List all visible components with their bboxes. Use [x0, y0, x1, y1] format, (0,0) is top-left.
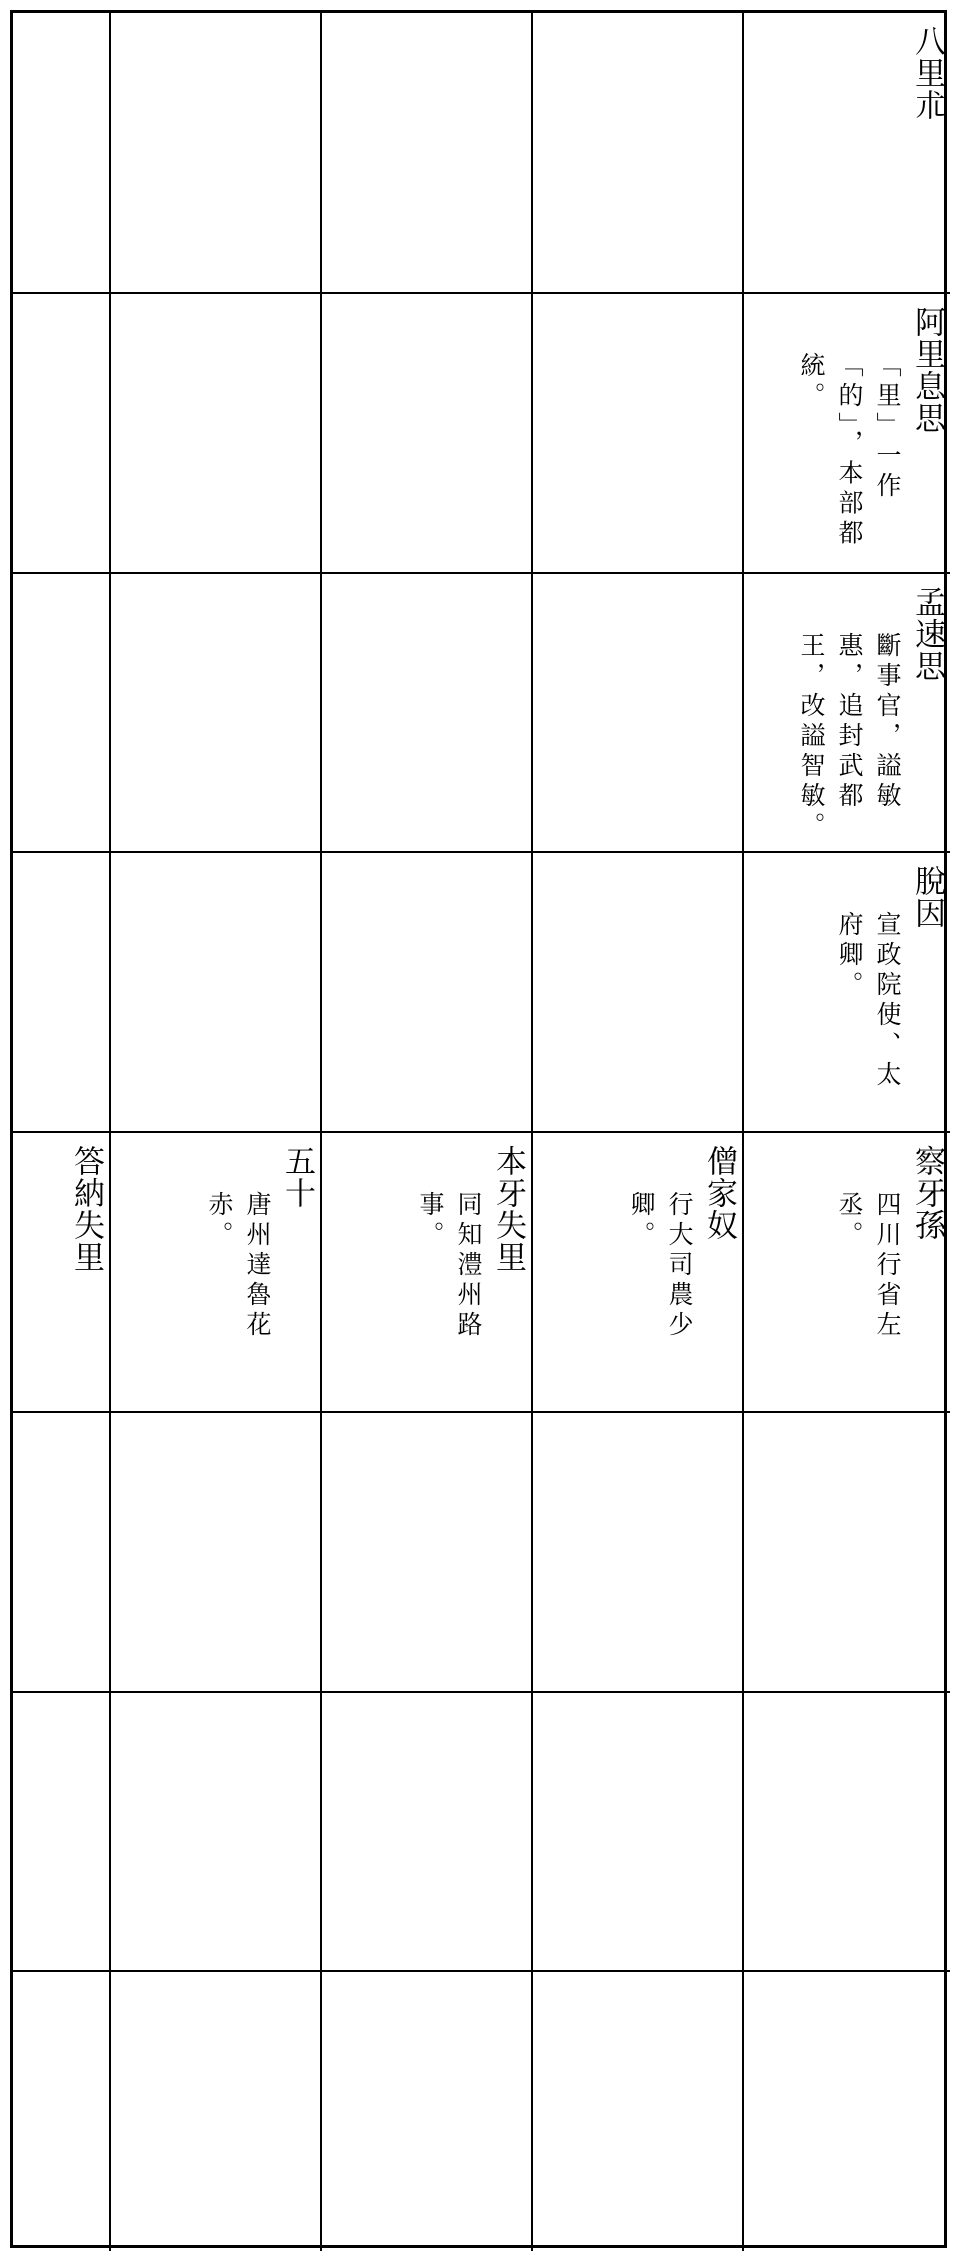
person-name: 察牙孫	[909, 1145, 945, 1241]
table-cell	[13, 1412, 110, 1692]
cell-content	[13, 1413, 109, 1691]
table-cell	[321, 293, 532, 573]
cell-content	[13, 1693, 109, 1971]
table-cell	[321, 1412, 532, 1692]
cell-content	[13, 13, 109, 292]
table-cell	[13, 293, 110, 573]
table-row	[13, 13, 950, 293]
person-note: 「里」一作 「的」，本部都 統。	[797, 351, 902, 550]
table-cell	[532, 1692, 743, 1972]
table-cell	[321, 1692, 532, 1972]
person-name: 八里朮	[909, 25, 945, 121]
cell-content	[111, 1133, 320, 1411]
table-cell	[13, 13, 110, 293]
table-cell	[321, 573, 532, 853]
person-name: 脫因	[909, 865, 945, 930]
person-name: 阿里息思	[909, 305, 945, 434]
table-cell	[743, 293, 950, 573]
table-cell	[743, 13, 950, 293]
table-cell	[743, 573, 950, 853]
table-cell	[743, 1412, 950, 1692]
cell-content	[744, 853, 950, 1131]
table-cell	[13, 1132, 110, 1412]
table-row	[13, 1692, 950, 1972]
person-name: 答納失里	[68, 1145, 104, 1273]
person-name: 孟速思	[909, 585, 945, 682]
cell-content	[533, 853, 742, 1131]
cell-content	[744, 574, 950, 852]
table-cell	[532, 1132, 743, 1412]
table-row	[13, 1412, 950, 1692]
table-cell	[532, 573, 743, 853]
cell-content	[322, 1972, 531, 2251]
table-cell	[321, 852, 532, 1132]
cell-content	[13, 853, 109, 1131]
cell-content	[322, 853, 531, 1131]
cell-content	[533, 1413, 742, 1691]
table-cell	[110, 1971, 321, 2251]
cell-content	[322, 1693, 531, 1971]
cell-content	[111, 294, 320, 572]
cell-content	[111, 853, 320, 1131]
table-cell	[743, 852, 950, 1132]
cell-content	[533, 294, 742, 572]
cell-content	[111, 1413, 320, 1691]
table-cell	[110, 573, 321, 853]
table-cell	[532, 293, 743, 573]
table-cell	[321, 13, 532, 293]
cell-content	[13, 294, 109, 572]
person-note: 宣政院使、太 府卿。	[835, 911, 902, 1092]
table-cell	[321, 1132, 532, 1412]
cell-content	[13, 1133, 109, 1411]
table-cell	[110, 1132, 321, 1412]
table-cell	[13, 573, 110, 853]
cell-content	[533, 1693, 742, 1971]
cell-content	[744, 13, 950, 292]
cell-content	[533, 574, 742, 852]
cell-content	[744, 1693, 950, 1971]
table-cell	[321, 1971, 532, 2251]
table-cell	[743, 1132, 950, 1412]
table-row	[13, 1971, 950, 2251]
person-name: 五十	[279, 1145, 315, 1209]
table-cell	[743, 1971, 950, 2251]
genealogy-table-sheet	[10, 10, 947, 2248]
table-cell	[110, 1692, 321, 1972]
table-cell	[13, 1971, 110, 2251]
table-cell	[13, 1692, 110, 1972]
cell-content	[111, 1972, 320, 2251]
table-cell	[532, 13, 743, 293]
table-row	[13, 573, 950, 853]
table-cell	[110, 1412, 321, 1692]
cell-content	[13, 574, 109, 852]
cell-content	[744, 1972, 950, 2251]
cell-content	[322, 1133, 531, 1411]
cell-content	[322, 574, 531, 852]
cell-content	[533, 1133, 742, 1411]
genealogy-table	[13, 13, 950, 2251]
person-note: 四川行省左 丞。	[835, 1191, 902, 1341]
cell-content	[533, 1972, 742, 2251]
cell-content	[744, 1133, 950, 1411]
cell-content	[13, 1972, 109, 2251]
table-cell	[110, 293, 321, 573]
table-cell	[532, 1412, 743, 1692]
person-name: 僧家奴	[701, 1145, 737, 1241]
cell-content	[111, 1693, 320, 1971]
table-cell	[532, 1971, 743, 2251]
cell-content	[322, 13, 531, 292]
cell-content	[744, 1413, 950, 1691]
person-note: 斷事官，謚敏 惠，追封武都 王，改謚智敏。	[797, 631, 902, 842]
cell-content	[322, 294, 531, 572]
table-row	[13, 293, 950, 573]
person-note: 同知澧州路 事。	[416, 1191, 483, 1341]
table-cell	[532, 852, 743, 1132]
cell-content	[111, 574, 320, 852]
person-note: 行大司農少 卿。	[627, 1191, 694, 1341]
cell-content	[744, 294, 950, 572]
table-row	[13, 1132, 950, 1412]
table-cell	[13, 852, 110, 1132]
person-name: 本牙失里	[490, 1145, 526, 1273]
table-row	[13, 852, 950, 1132]
table-cell	[110, 852, 321, 1132]
cell-content	[533, 13, 742, 292]
table-cell	[743, 1692, 950, 1972]
person-note: 唐州達魯花 赤。	[205, 1191, 272, 1341]
table-cell	[110, 13, 321, 293]
cell-content	[322, 1413, 531, 1691]
cell-content	[111, 13, 320, 292]
